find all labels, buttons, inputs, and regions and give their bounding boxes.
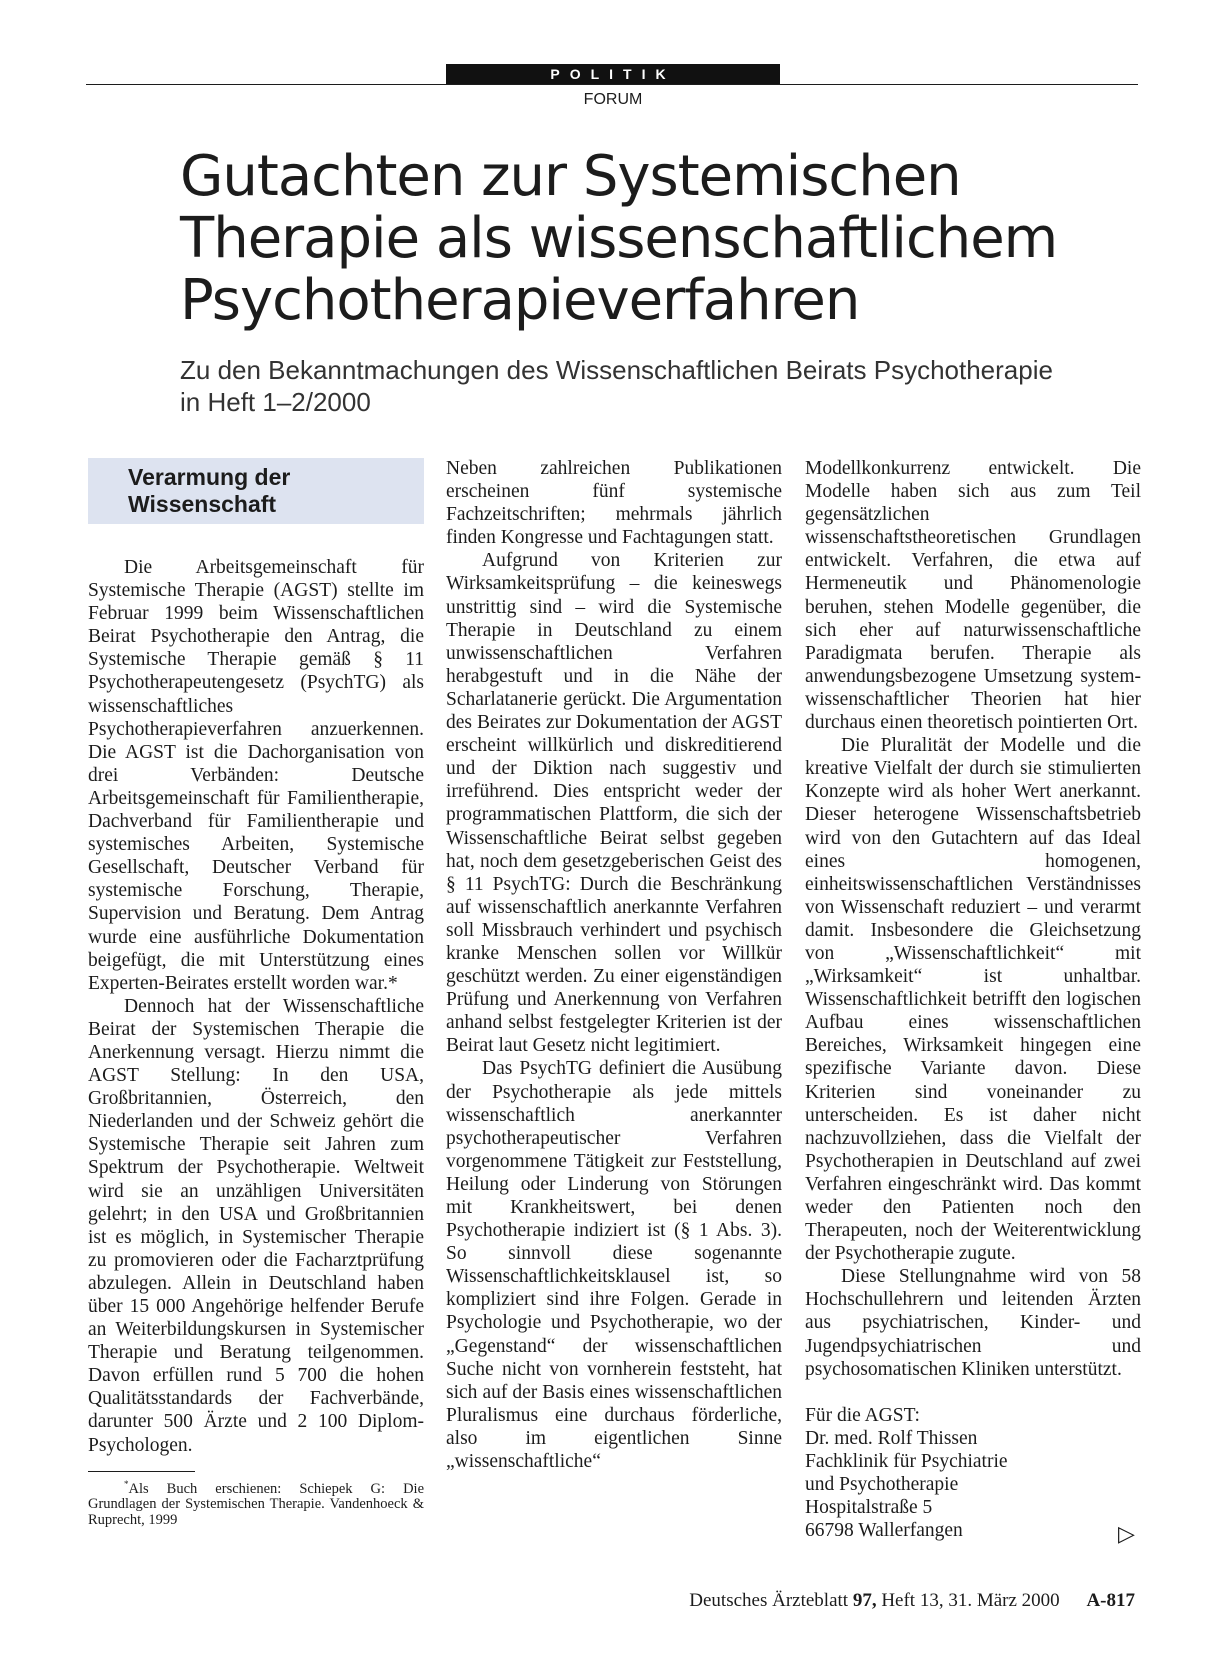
signature-line: Fachklinik für Psychiatrie — [805, 1450, 1008, 1472]
title-line: Psychotherapieverfahren — [180, 268, 860, 333]
paragraph: Die Pluralität der Modelle und die kreative Vielfalt der durch sie stimulierten Konzepte wird als hoher Wert anerkannt. Dieser heterogene Wissenschaftsbetrieb wird von den Gutachtern auf das Ideal eines homogenen, einheitswissenschaftlichen Verständnisses von Wissenschaft reduziert – und verarmt damit. Insbesondere die Gleichsetzung von „Wissenschaftlichkeit“ mit „Wirksamkeit“ ist unhaltbar. Wissenschaftlichkeit betrifft den logischen Aufbau eines wissenschaftlichen Bereiches, Wirksamkeit hingegen eine spezifische Variante davon. Diese Kriterien sind voneinander zu unterscheiden. Es ist daher nicht nachzuvollziehen, dass die Vielfalt der Psychotherapien in Deutschland auf zwei Verfahren eingeschränkt wird. Das kommt weder den Patienten noch den Therapeuten, noch der Weiterentwicklung der Psychotherapie zugute. — [805, 735, 1141, 1265]
journal-volume: 97, — [852, 1590, 877, 1611]
column-2 — [446, 457, 782, 1473]
page-number: A-817 — [1086, 1590, 1135, 1611]
paragraph: Diese Stellungnahme wird von 58 Hochschullehrern und leitenden Ärzten aus psychiatrischen, Kinder- und Jugendpsychiatrischen und psychosomatischen Kliniken unterstützt. — [805, 1266, 1141, 1380]
paragraph: Die Arbeitsgemeinschaft für Systemische Therapie (AGST) stellte im Februar 1999 beim Wissenschaftlichen Beirat Psychotherapie den Antrag, die Systemische Therapie gemäß § 11 Psychotherapeutengesetz (PsychTG) als wissenschaftliches Psychotherapieverfahren anzuerkennen. Die AGST ist die Dachorganisation von drei Verbänden: Deutsche Arbeitsgemeinschaft für Familientherapie, Dachverband für Familientherapie und systemisches Arbeiten, Systemische Gesellschaft, Deutscher Verband für systemische Forschung, Therapie, Supervision und Beratung. Dem Antrag wurde eine ausführliche Dokumentation beigefügt, die mit Unterstützung eines Experten-Beirates erstellt worden war.* — [88, 557, 424, 994]
paragraph: Modellkonkurrenz entwickelt. Die Modelle haben sich aus zum Teil gegensätzlichen wissenschaftstheoretischen Grundlagen entwickelt. Verfahren, die etwa auf Hermeneutik und Phänomenologie beruhen, stehen Modelle gegenüber, die sich eher auf naturwissenschaftliche Paradigmata berufen. Therapie als anwendungsbezogene Umsetzung system-wissenschaftlicher Theorien hat hier durchaus einen theoretisch pointierten Ort. — [805, 458, 1141, 734]
paragraph: Dennoch hat der Wissenschaftliche Beirat der Systemischen Therapie die Anerkennung versagt. Hierzu nimmt die AGST Stellung: In den USA, Großbritannien, Österreich, den Niederlanden und der Schweiz gehört die Systemische Therapie seit Jahren zum Spektrum der Psychotherapie. Weltweit wird sie an unzähligen Universitäten gelehrt; in den USA und Großbritannien ist es möglich, in Systemischer Therapie zu promovieren oder die Facharztprüfung abzulegen. Allein in Deutschland haben über 15 000 Angehörige helfender Berufe an Weiterbildungskursen in Systemischer Therapie und Beratung teilgenommen. Davon erfüllen rund 5 700 die hohen Qualitätsstandards der Fachverbände, darunter 500 Ärzte und 2 100 Diplom-Psychologen. — [88, 995, 424, 1456]
footnote-text: Als Buch erschienen: Schiepek G: Die Grundlagen der Systemischen Therapie. Vandenhoeck & Ruprecht, 1999 — [88, 1480, 424, 1529]
article-subtitle — [180, 354, 1130, 418]
journal-issue: Heft 13, 31. März 2000 — [881, 1590, 1060, 1611]
title-line: Gutachten zur Systemischen — [180, 144, 961, 209]
subtitle-line: Zu den Bekanntmachungen des Wissenschaftlichen Beirats Psychotherapie — [180, 355, 1053, 385]
subsection-label: FORUM — [583, 91, 643, 108]
footnote-marker: * — [124, 1478, 129, 1489]
signature-line: Für die AGST: — [805, 1404, 920, 1426]
signature-line: und Psychotherapie — [805, 1474, 959, 1496]
signature-line: Dr. med. Rolf Thissen — [805, 1427, 978, 1449]
paragraph: Das PsychTG definiert die Ausübung der Psychotherapie als jede mittels wissenschaftlich anerkannter psychotherapeutischer Verfahren vorgenommene Tätigkeit zur Feststellung, Heilung oder Linderung von Störungen mit Krankheitswert, bei denen Psychotherapie indiziert ist (§ 1 Abs. 3). So sinnvoll diese sogenannte Wissenschaftlichkeitsklausel ist, so kompliziert sind ihre Folgen. Gerade in Psychologie und Psychotherapie, wo der „Gegenstand“ der wissenschaftlichen Suche nicht von vornherein feststeht, hat sich auf der Basis eines wissenschaftlichen Pluralismus eine durchaus förderliche, also im eigentlichen Sinne „wissenschaftliche“ — [446, 1058, 782, 1473]
author-signature — [805, 1404, 1141, 1543]
article-title — [180, 146, 1130, 332]
subtitle-line: in Heft 1–2/2000 — [180, 387, 371, 417]
subheading-line: Wissenschaft — [128, 491, 277, 517]
section-label: POLITIK — [446, 64, 780, 84]
signature-line: Hospitalstraße 5 — [805, 1497, 933, 1519]
page-footer — [689, 1590, 1135, 1612]
footnote-rule — [88, 1471, 195, 1472]
paragraph: Aufgrund von Kriterien zur Wirksamkeitsprüfung – die keineswegs unstrittig sind – wird die Systemische Therapie in Deutschland zu einem unwissenschaftlichen Verfahren herabgestuft und in die Nähe der Scharlatanerie gerückt. Die Argumentation des Beirates zur Dokumentation der AGST erscheint willkürlich und diskreditierend und der Diktion nach suggestiv und irreführend. Dies entspricht weder der programmatischen Plattform, die sich der Wissenschaftliche Beirat selbst gegeben hat, noch dem gesetzgeberischen Geist des § 11 PsychTG: Durch die Beschränkung auf wissenschaftlich anerkannte Verfahren soll Missbrauch verhindert und psychisch kranke Menschen sollen vor Willkür geschützt werden. Zu einer eigenständigen Prüfung und Anerkennung von Verfahren anhand selbst festgelegter Kriterien ist der Beirat laut Gesetz nicht legitimiert. — [446, 550, 782, 1057]
paragraph: Neben zahlreichen Publikationen erscheinen fünf systemische Fachzeitschriften; mehrmals jährlich finden Kongresse und Fachtagungen statt. — [446, 458, 782, 549]
column-3 — [805, 457, 1141, 1542]
header-rule — [86, 84, 1138, 85]
journal-name: Deutsches Ärzteblatt — [689, 1590, 849, 1611]
title-line: Therapie als wissenschaftlichem — [180, 206, 1058, 271]
footnote — [88, 1476, 424, 1529]
triangle-right-icon: ▷ — [1118, 1522, 1135, 1547]
column-1 — [88, 458, 424, 1528]
subheading-line: Verarmung der — [128, 464, 291, 490]
section-subheading — [88, 458, 424, 524]
signature-line: 66798 Wallerfangen — [805, 1520, 963, 1542]
